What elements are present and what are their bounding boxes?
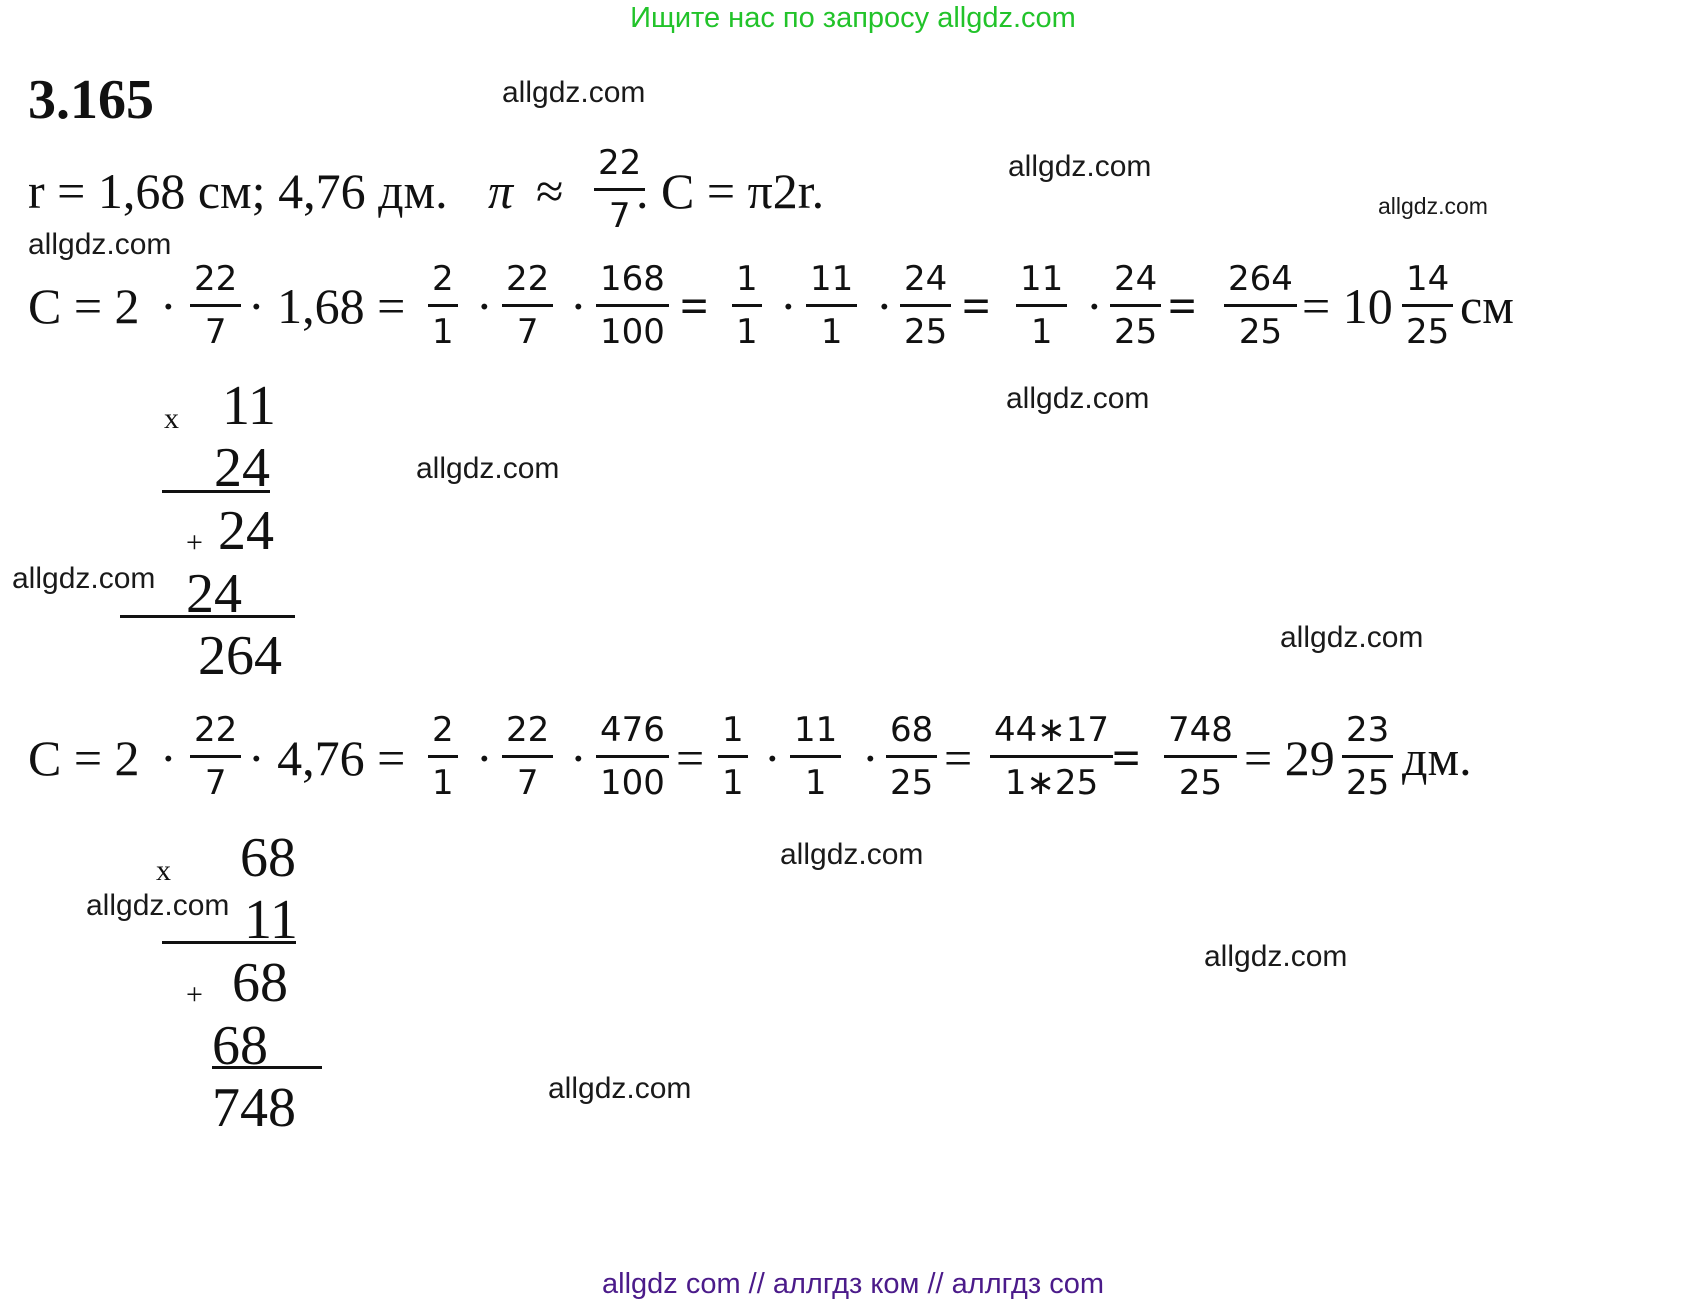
fraction-numerator: 22 [190, 713, 241, 758]
mult1-plus-sign: + [186, 526, 203, 559]
watermark: allgdz.com [1280, 621, 1424, 654]
mult1-partial-2: 24 [186, 563, 242, 625]
eq1-fraction-9 [1110, 259, 1161, 352]
fraction-denominator: 25 [1346, 763, 1390, 803]
fraction-numerator: 23 [1342, 713, 1393, 758]
fraction-numerator: 11 [806, 262, 857, 307]
fraction-denominator: 25 [1178, 763, 1223, 803]
watermark: allgdz.com [416, 452, 560, 485]
fraction-numerator: 24 [900, 262, 951, 307]
fraction-denominator: 25 [890, 763, 934, 803]
eq1-dot: · [476, 278, 493, 334]
mult1-factor-a: 11 [222, 375, 276, 437]
fraction-numerator: 748 [1164, 713, 1237, 758]
top-banner: Ищите нас по запросу allgdz.com [630, 2, 1076, 34]
given-part1: r = 1,68 см; 4,76 дм. [28, 163, 448, 219]
mult2-factor-a: 68 [240, 827, 296, 889]
eq1-fraction-3 [502, 259, 553, 352]
eq2-multiplier: · 4,76 = [248, 730, 406, 786]
fraction-numerator: 2 [428, 713, 458, 758]
fraction-denominator: 7 [204, 763, 227, 803]
watermark: allgdz.com [502, 76, 646, 109]
fraction-denominator: 1 [432, 763, 454, 803]
mult1-partial-1: 24 [218, 500, 274, 562]
fraction-denominator: 25 [1406, 312, 1450, 352]
eq1-fraction-6 [806, 259, 857, 352]
pi-symbol: π [488, 163, 514, 219]
mult1-line-2 [120, 615, 295, 618]
fraction-denominator: 1 [736, 312, 758, 352]
mult2-partial-1: 68 [232, 952, 288, 1014]
eq1-lhs: C = 2 [28, 278, 140, 334]
eq2-fraction-4 [596, 710, 669, 803]
eq1-result-whole: = 10 [1302, 278, 1393, 334]
eq1-equals: = [962, 278, 991, 334]
watermark: allgdz.com [1006, 382, 1150, 415]
fraction-denominator: 25 [1238, 312, 1283, 352]
given-part2: . C = π2r. [636, 163, 825, 219]
eq1-dot: · [876, 278, 893, 334]
fraction-numerator: 1 [718, 713, 748, 758]
eq1-dot: · [1086, 278, 1103, 334]
watermark: allgdz.com [1378, 193, 1488, 219]
eq2-dot: · [476, 730, 493, 786]
fraction-numerator: 2 [428, 262, 458, 307]
fraction-denominator: 100 [600, 763, 665, 803]
fraction-denominator: 7 [204, 312, 227, 352]
mult2-line-2 [212, 1066, 322, 1069]
mult2-factor-b: 11 [244, 889, 298, 951]
eq1-result-fraction [1402, 259, 1453, 352]
eq2-fraction-2 [428, 710, 458, 803]
eq1-equals: = [1168, 278, 1197, 334]
eq2-fraction-6 [790, 710, 841, 803]
eq1-equals: = [680, 278, 709, 334]
fraction-denominator: 1 [432, 312, 454, 352]
eq1-dot: · [570, 278, 587, 334]
fraction-numerator: 14 [1402, 262, 1453, 307]
fraction-numerator: 168 [596, 262, 669, 307]
fraction-denominator: 1 [820, 312, 843, 352]
fraction-denominator: 7 [608, 196, 631, 236]
fraction-numerator: 44∗17 [990, 713, 1113, 758]
eq2-equals: = [944, 730, 973, 786]
eq1-dot: · [160, 278, 177, 334]
problem-number: 3.165 [28, 69, 154, 131]
fraction-denominator: 1 [722, 763, 744, 803]
eq2-equals: = [676, 730, 705, 786]
eq2-lhs: C = 2 [28, 730, 140, 786]
eq1-multiplier: · 1,68 = [248, 278, 406, 334]
eq2-fraction-1 [190, 710, 241, 803]
eq1-fraction-1 [190, 259, 241, 352]
footer-links: allgdz com // аллгдз ком // аллгдз com [602, 1268, 1104, 1300]
mult1-line-1 [162, 490, 270, 493]
fraction-denominator: 25 [1114, 312, 1158, 352]
eq2-equals: = [1112, 730, 1141, 786]
fraction-denominator: 25 [904, 312, 948, 352]
eq1-fraction-4 [596, 259, 669, 352]
approx-symbol: ≈ [536, 163, 564, 219]
eq2-fraction-7 [886, 710, 937, 803]
eq2-fraction-3 [502, 710, 553, 803]
eq2-dot: · [862, 730, 879, 786]
mult2-plus-sign: + [186, 978, 203, 1011]
eq2-dot: · [160, 730, 177, 786]
mult1-factor-b: 24 [214, 437, 270, 499]
fraction-denominator: 7 [516, 312, 539, 352]
eq1-fraction-7 [900, 259, 951, 352]
eq1-fraction-10 [1224, 259, 1297, 352]
fraction-numerator: 1 [732, 262, 762, 307]
fraction-numerator: 11 [790, 713, 841, 758]
mult2-result: 748 [212, 1077, 296, 1139]
watermark: allgdz.com [28, 228, 172, 261]
watermark: allgdz.com [548, 1072, 692, 1105]
eq2-fraction-9 [1164, 710, 1237, 803]
eq2-unit: дм. [1402, 730, 1472, 786]
eq1-unit: см [1460, 278, 1514, 334]
eq1-dot: · [780, 278, 797, 334]
eq2-result-fraction [1342, 710, 1393, 803]
eq2-fraction-8 [990, 710, 1113, 803]
eq2-result-whole: = 29 [1244, 730, 1335, 786]
mult1-multiply-sign: x [164, 402, 179, 435]
watermark: allgdz.com [1204, 940, 1348, 973]
fraction-denominator: 7 [516, 763, 539, 803]
fraction-denominator: 100 [600, 312, 665, 352]
fraction-numerator: 22 [502, 262, 553, 307]
fraction-numerator: 24 [1110, 262, 1161, 307]
eq1-fraction-8 [1016, 259, 1067, 352]
mult2-partial-2: 68 [212, 1015, 268, 1077]
eq2-fraction-5 [718, 710, 748, 803]
fraction-numerator: 264 [1224, 262, 1297, 307]
fraction-numerator: 22 [594, 146, 645, 191]
mult2-multiply-sign: x [156, 854, 171, 887]
fraction-numerator: 22 [190, 262, 241, 307]
fraction-denominator: 1 [1030, 312, 1053, 352]
watermark: allgdz.com [1008, 150, 1152, 183]
fraction-denominator: 1∗25 [1004, 763, 1099, 803]
fraction-numerator: 68 [886, 713, 937, 758]
fraction-numerator: 11 [1016, 262, 1067, 307]
mult2-line-1 [162, 941, 296, 944]
eq2-dot: · [570, 730, 587, 786]
fraction-numerator: 476 [596, 713, 669, 758]
watermark: allgdz.com [780, 838, 924, 871]
eq1-fraction-2 [428, 259, 458, 352]
eq1-fraction-5 [732, 259, 762, 352]
watermark: allgdz.com [12, 562, 156, 595]
fraction-numerator: 22 [502, 713, 553, 758]
mult1-result: 264 [198, 625, 282, 687]
fraction-denominator: 1 [804, 763, 827, 803]
watermark: allgdz.com [86, 889, 230, 922]
eq2-dot: · [764, 730, 781, 786]
